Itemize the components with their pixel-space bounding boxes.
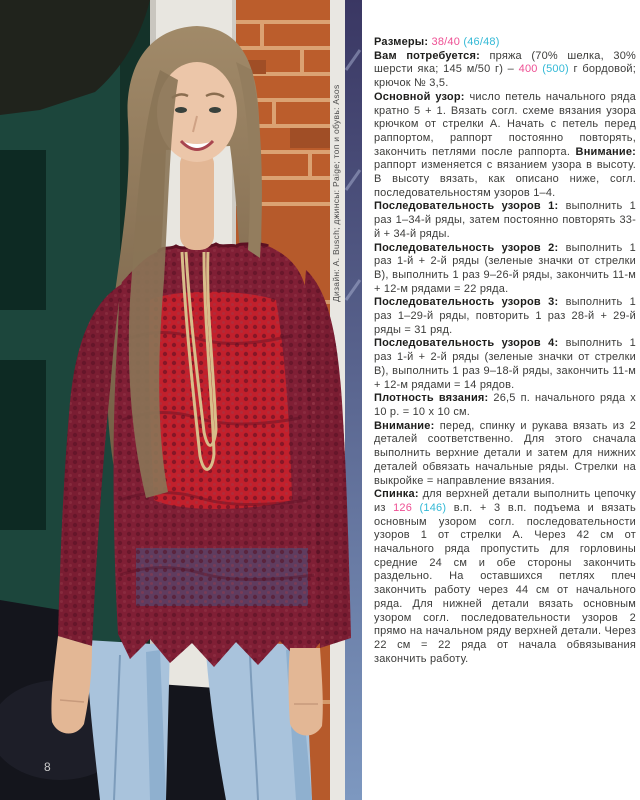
paragraph: Размеры: 38/40 (46/48) <box>374 36 500 48</box>
paragraph: Плотность вязания: 26,5 п. начального ряда x 10 р. = 10 x 10 см. <box>374 392 636 418</box>
paragraph: Последовательность узоров 2: выполнить 1 раз 1-й + 2-й ряды (зеленые значки от стрелки В), выполнить 1 раз 9–26-й ряды, закончить 11-м + 12-м рядами = 22 ряда. <box>374 241 636 295</box>
right-blue-strip <box>345 0 362 800</box>
paragraph: Основной узор: число петель начального ряда кратно 5 + 1. Вязать согл. схеме вязания узора крючком от стрелки А. Начать с петель перед раппортом, раппорт постоянно повторять, закончить петлями после раппорта. Внимание: раппорт изменяется с вязанием узора в высоту. В высоту вязать, как описано ниже, согл. последовательностям узоров 1–4. <box>374 90 636 199</box>
paragraph: Последовательность узоров 4: выполнить 1 раз 1-й + 2-й ряды (зеленые значки от стрелки В), выполнить 1 раз 9–18-й ряды, закончить 11-м + 12-м рядами = 14 рядов. <box>374 337 636 391</box>
designer-credit: Дизайн: А. Busch; джинсы: Paige; топ и обувь: Asos <box>331 84 341 302</box>
pattern-text <box>374 36 636 666</box>
paragraph: Внимание: перед, спинку и рукава вязать из 2 деталей соответственно. Для этого сначала выполнить верхние детали и затем для нижних деталей обвязать начальные ряды. Стрелки на выкройке = направление вязания. <box>374 419 636 487</box>
paragraph: Вам потребуется: пряжа (70% шелка, 30% шерсти яка; 145 м/50 г) – 400 (500) г бордовой; крючок № 3,5. <box>374 49 636 90</box>
paragraph: Спинка: для верхней детали выполнить цепочку из 126 (146) в.п. + 3 в.п. подъема и вязать основным узором согл. последовательности узоров 1 от стрелки А. Через 42 см от начального ряда пропустить для горловины средние 24 см и обе стороны закончить раздельно. На оставшихся петлях плеч закончить работу через 44 см от начального ряда. Для нижней детали вязать основным узором согл. последовательности узоров 2 прямо на начальном ряду верхней детали. Через 22 см = 22 ряда от начала обвязывания закончить работу. <box>374 488 636 665</box>
paragraph: Последовательность узоров 3: выполнить 1 раз 1–29-й ряды, повторить 1 раз 28-й + 29-й ряды = 31 ряд. <box>374 296 636 336</box>
page-number: 8 <box>44 760 51 774</box>
paragraph: Последовательность узоров 1: выполнить 1 раз 1–34-й ряды, затем постоянно повторять 33-й + 34-й ряды. <box>374 200 636 240</box>
